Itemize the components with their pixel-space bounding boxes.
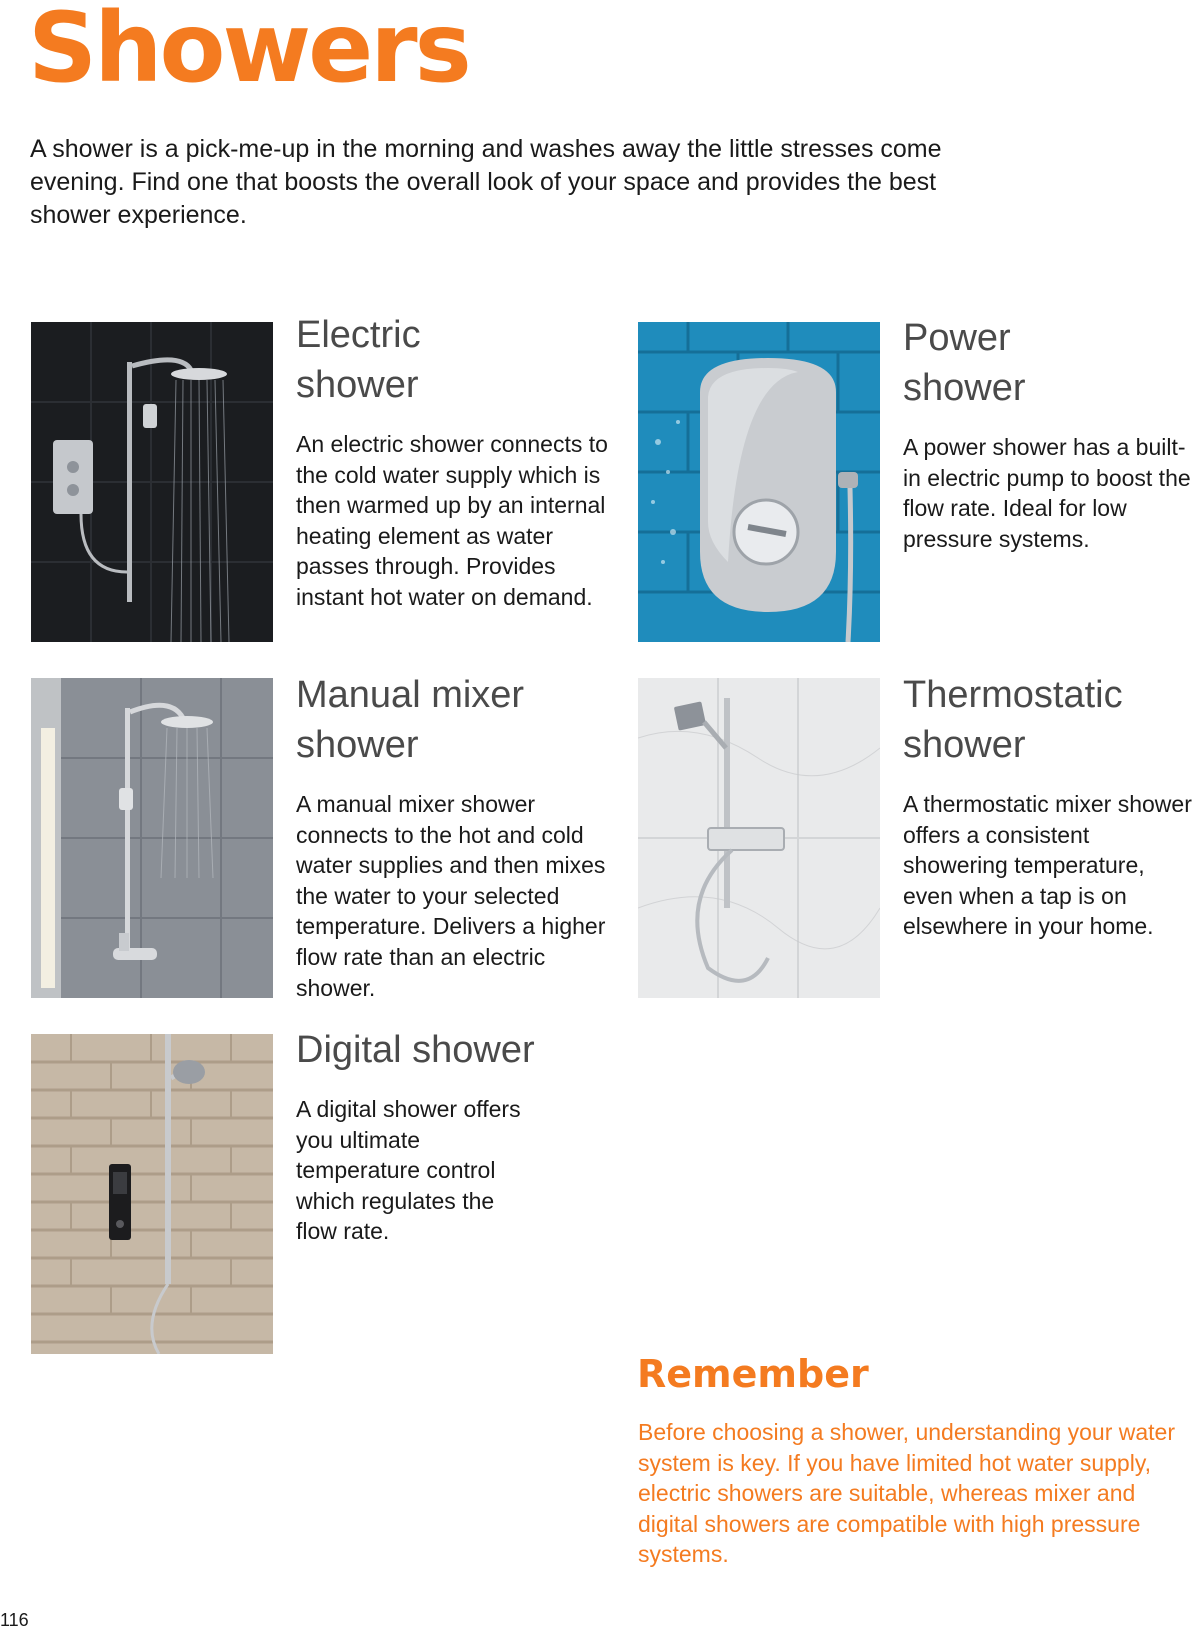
digital-shower-photo	[31, 1034, 273, 1354]
page-number: 116	[0, 1610, 29, 1630]
manual-mixer-shower-title-line1: Manual mixer	[296, 674, 525, 716]
electric-shower-title-line2: shower	[296, 364, 419, 406]
intro-paragraph: A shower is a pick-me-up in the morning and washes away the little stresses come evening. Find one that boosts the overall look of your space and provides the best shower experience.	[30, 135, 942, 229]
power-shower-title-line1: Power	[903, 317, 1011, 359]
manual-mixer-shower-photo	[31, 678, 273, 998]
thermostatic-shower-title-line1: Thermostatic	[903, 674, 1123, 716]
power-shower-photo	[638, 322, 880, 642]
digital-shower-title: Digital shower	[296, 1029, 535, 1071]
electric-shower-title-line1: Electric	[296, 314, 421, 356]
power-shower-description: A power shower has a built-in electric pump to boost the flow rate. Ideal for low pressure systems.	[903, 434, 1191, 552]
electric-shower-description: An electric shower connects to the cold water supply which is then warmed up by an internal heating element as water passes through. Provides instant hot water on demand.	[296, 431, 608, 610]
thermostatic-shower-description: A thermostatic mixer shower offers a consistent showering temperature, even when a tap is on elsewhere in your home.	[903, 791, 1192, 940]
remember-heading: Remember	[637, 1352, 869, 1396]
power-shower-title-line2: shower	[903, 367, 1026, 409]
page-title: Showers	[28, 0, 469, 104]
digital-shower-description: A digital shower offers you ultimate temperature control which regulates the flow rate.	[296, 1096, 521, 1245]
electric-shower-photo	[31, 322, 273, 642]
thermostatic-shower-photo	[638, 678, 880, 998]
manual-mixer-shower-description: A manual mixer shower connects to the hot and cold water supplies and then mixes the water to your selected temperature. Delivers a higher flow rate than an electric shower.	[296, 791, 606, 1001]
remember-text: Before choosing a shower, understanding your water system is key. If you have limited hot water supply, electric showers are suitable, whereas mixer and digital showers are compatible with high pressure systems.	[638, 1419, 1175, 1568]
manual-mixer-shower-title-line2: shower	[296, 724, 419, 766]
thermostatic-shower-title-line2: shower	[903, 724, 1026, 766]
